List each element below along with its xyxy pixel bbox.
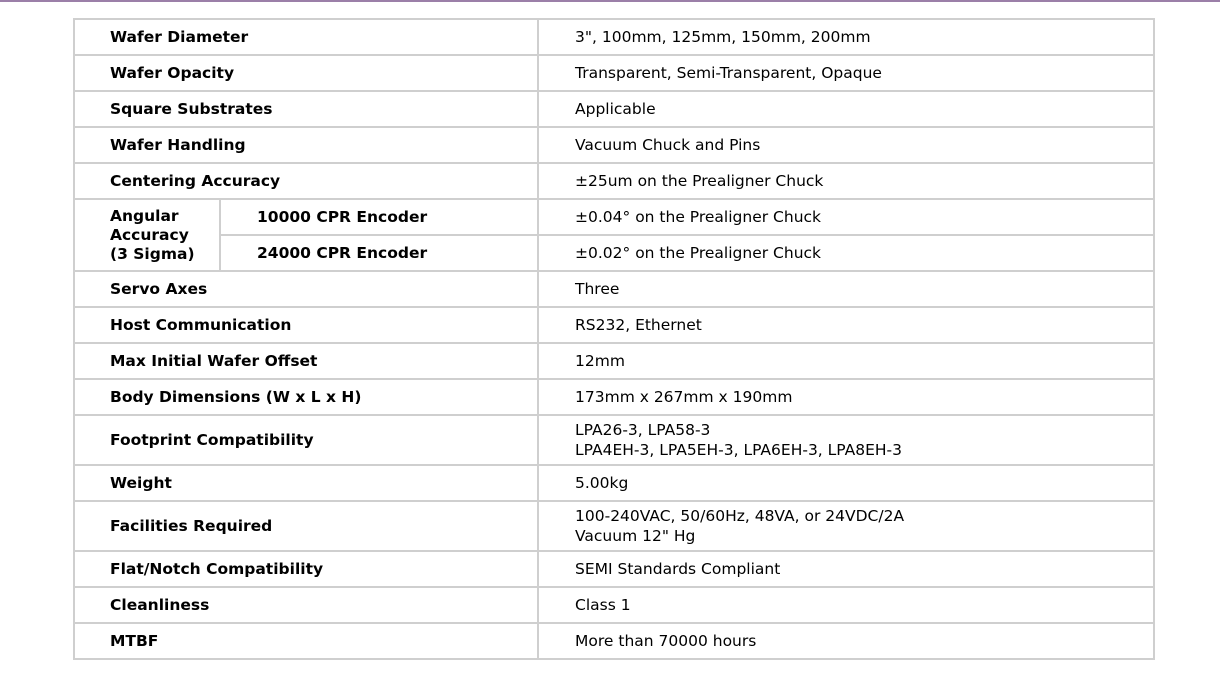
- label-line: Angular: [110, 206, 179, 225]
- spec-value: Class 1: [538, 587, 1154, 623]
- spec-value: RS232, Ethernet: [538, 307, 1154, 343]
- table-row: [74, 235, 1154, 271]
- table-row: [74, 343, 1154, 379]
- table-row: [74, 91, 1154, 127]
- table-row: [74, 307, 1154, 343]
- table-row: [74, 465, 1154, 501]
- angular-accuracy-label: [74, 199, 220, 271]
- spec-value: Three: [538, 271, 1154, 307]
- spec-value: 173mm x 267mm x 190mm: [538, 379, 1154, 415]
- spec-value: 5.00kg: [538, 465, 1154, 501]
- spec-label: Square Substrates: [74, 91, 538, 127]
- specifications-table: [73, 18, 1155, 660]
- label-line: Accuracy: [110, 225, 189, 244]
- spec-value: 12mm: [538, 343, 1154, 379]
- spec-label: Wafer Opacity: [74, 55, 538, 91]
- spec-value: Transparent, Semi-Transparent, Opaque: [538, 55, 1154, 91]
- spec-value: ±25um on the Prealigner Chuck: [538, 163, 1154, 199]
- table-row: [74, 623, 1154, 659]
- spec-value: [538, 415, 1154, 465]
- spec-value: Vacuum Chuck and Pins: [538, 127, 1154, 163]
- spec-value: ±0.04° on the Prealigner Chuck: [538, 199, 1154, 235]
- encoder-label: 10000 CPR Encoder: [220, 199, 538, 235]
- spec-value: [538, 501, 1154, 551]
- table-row: [74, 55, 1154, 91]
- value-line: Vacuum 12" Hg: [575, 527, 696, 545]
- table-row: [74, 587, 1154, 623]
- spec-label: Body Dimensions (W x L x H): [74, 379, 538, 415]
- table-row: [74, 379, 1154, 415]
- value-line: 100-240VAC, 50/60Hz, 48VA, or 24VDC/2A: [575, 507, 905, 525]
- spec-label: MTBF: [74, 623, 538, 659]
- spec-value: 3", 100mm, 125mm, 150mm, 200mm: [538, 19, 1154, 55]
- spec-label: Weight: [74, 465, 538, 501]
- value-line: LPA4EH-3, LPA5EH-3, LPA6EH-3, LPA8EH-3: [575, 441, 903, 459]
- table-row: [74, 551, 1154, 587]
- encoder-label: 24000 CPR Encoder: [220, 235, 538, 271]
- table-row: [74, 271, 1154, 307]
- spec-label: Flat/Notch Compatibility: [74, 551, 538, 587]
- table-row: [74, 19, 1154, 55]
- spec-label: Wafer Diameter: [74, 19, 538, 55]
- spec-value: SEMI Standards Compliant: [538, 551, 1154, 587]
- label-line: (3 Sigma): [110, 244, 195, 263]
- spec-value: Applicable: [538, 91, 1154, 127]
- table-row: [74, 163, 1154, 199]
- spec-value: More than 70000 hours: [538, 623, 1154, 659]
- spec-value: ±0.02° on the Prealigner Chuck: [538, 235, 1154, 271]
- table-row: [74, 501, 1154, 551]
- spec-label: Wafer Handling: [74, 127, 538, 163]
- spec-label: Centering Accuracy: [74, 163, 538, 199]
- spec-label: Host Communication: [74, 307, 538, 343]
- table-row: [74, 127, 1154, 163]
- spec-label: Servo Axes: [74, 271, 538, 307]
- top-divider-line: [0, 0, 1220, 2]
- spec-label: Footprint Compatibility: [74, 415, 538, 465]
- spec-label: Max Initial Wafer Offset: [74, 343, 538, 379]
- value-line: LPA26-3, LPA58-3: [575, 421, 711, 439]
- spec-label: Cleanliness: [74, 587, 538, 623]
- spec-label: Facilities Required: [74, 501, 538, 551]
- table-row: [74, 199, 1154, 235]
- table-row: [74, 415, 1154, 465]
